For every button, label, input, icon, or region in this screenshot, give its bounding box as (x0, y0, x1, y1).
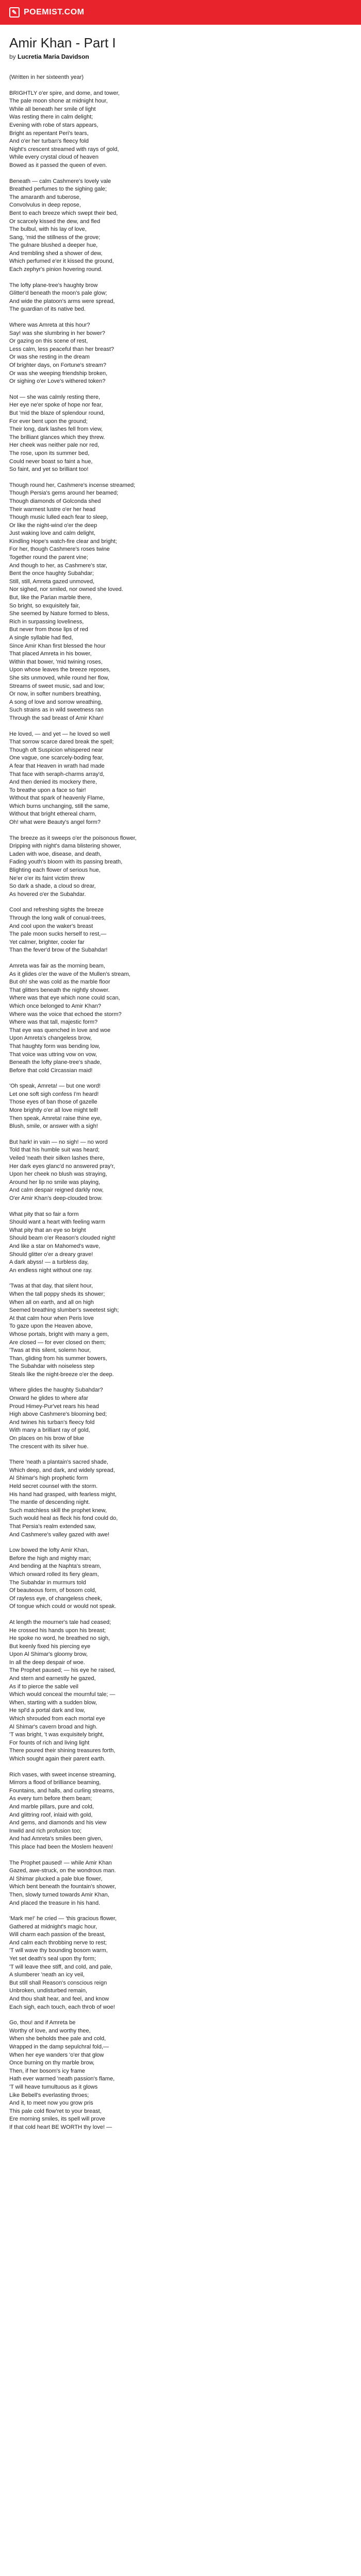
poem-line: As it glides o'er the wave of the Mullen's stream, (9, 971, 130, 977)
poem-line: And twines his turban's fleecy fold (9, 1419, 95, 1426)
poem-line: The crescent with its silver hue. (9, 1443, 89, 1450)
poem-line: Their warmest lustre o'er her head (9, 506, 96, 513)
poem-line: For ever bent upon the ground; (9, 418, 88, 425)
poem-line: Where was the voice that echoed the storm? (9, 1011, 122, 1018)
poem-line: Rich in surpassing loveliness, (9, 618, 84, 625)
poem-line: While every crystal cloud of heaven (9, 154, 99, 161)
poem-line: Bent to each breeze which swept their bed, (9, 210, 118, 216)
poem-line: One vague, one scarcely-boding fear, (9, 755, 104, 761)
poem-line: At that calm hour when Peris love (9, 1315, 94, 1321)
poem-line: Without that bright ethereal charm, (9, 811, 96, 818)
poem-line: Where glides the haughty Subahdar? (9, 1387, 103, 1394)
poem-line: And had Amreta's smiles been given, (9, 1836, 103, 1842)
poem-line: Or was she weeping friendship broken, (9, 370, 108, 377)
poem-line: Just waking love and calm delight, (9, 530, 95, 537)
site-logo[interactable] (9, 7, 85, 18)
poem-line: That eye was quenched in love and woe (9, 1027, 111, 1033)
poem-line: Or scarcely kissed the dew, and fled (9, 218, 101, 225)
poem-line: Glitter'd beneath the moon's pale glow; (9, 290, 107, 297)
poem-line: A song of love and sorrow wreathing, (9, 699, 103, 705)
poem-line: That sorrow scarce dared break the spell; (9, 739, 114, 745)
poem-line: Bowed as it passed the queen of even. (9, 162, 107, 168)
poem-line: A dark abyss! — a turbless day, (9, 1259, 89, 1266)
poem-line: On places on his brow of blue (9, 1435, 84, 1442)
poem-line: Worthy of love, and worthy thee, (9, 2027, 91, 2034)
stanza (9, 1459, 352, 1539)
poem-byline (9, 53, 352, 60)
poem-line: But still shall Reason's conscious reign (9, 1979, 107, 1986)
poem-line: Streams of sweet music, sad and low; (9, 683, 105, 689)
stanza (9, 1082, 352, 1131)
poem-line: When the tall poppy sheds its shower; (9, 1291, 105, 1297)
poem-line: The Subahdar in murmurs told (9, 1579, 86, 1586)
poem-line: But never from those lips of red (9, 626, 88, 633)
poem-line: Where was Amreta at this hour? (9, 322, 90, 329)
poem-line: Wrapped in the damp sepulchral fold,— (9, 2044, 109, 2050)
stanza (9, 1915, 352, 2011)
poem-line: Still, still, Amreta gazed unmoved, (9, 578, 95, 585)
poem-line: Evening with robe of stars appears, (9, 122, 99, 128)
poem-line: Ne'er o'er its faint victim threw (9, 875, 85, 882)
poem-line: That face with seraph-charms array'd, (9, 771, 105, 777)
poem-line: To gaze upon the Heaven above, (9, 1323, 93, 1330)
poem-line: Such would heal as fleck his fond could do, (9, 1515, 118, 1522)
poem-line: Should beam o'er Reason's clouded night! (9, 1235, 116, 1242)
poem-line: Convolvulus in deep repose, (9, 202, 81, 209)
poem-line: Upon Al Shimar's gloomy brow, (9, 1651, 88, 1658)
logo-icon: ✎ (9, 7, 20, 18)
poem-line: In all the deep despair of woe. (9, 1659, 85, 1666)
poem-line: For founts of rich and living light (9, 1739, 90, 1746)
poem-line: Breathed perfumes to the sighing gale; (9, 186, 107, 193)
poem-line: Say! was she slumbring in her bower? (9, 330, 105, 336)
poem-line: And trembling shed a shower of dew, (9, 250, 103, 257)
poem-line: Through the long walk of conual-trees, (9, 915, 106, 921)
poem-line: He loved, — and yet — he loved so well (9, 731, 110, 737)
poem-line: Whose portals, bright with many a gem, (9, 1331, 109, 1337)
poem-line: Though music lulled each fear to sleep, (9, 514, 108, 521)
poem-line: When all on earth, and all on high (9, 1299, 94, 1306)
poem-line: The bulbul, with his lay of love, (9, 226, 87, 233)
poem-line: Upon her cheek no blush was straying, (9, 1171, 107, 1178)
stanza (9, 321, 352, 386)
poem-line: Cool and refreshing sights the breeze (9, 907, 104, 913)
poem-line: Will charm each passion of the breast, (9, 1931, 106, 1938)
poem-line: Should glitter o'er a dreary grave! (9, 1251, 93, 1258)
poem-line: The breeze as it sweeps o'er the poisonous flower, (9, 835, 137, 841)
poem-container (0, 25, 361, 2132)
poem-line: Should want a heart with feeling warm (9, 1219, 105, 1226)
poem-line: Once burning on thy marble brow, (9, 2060, 95, 2066)
poem-line: The Prophet paused! — while Amir Khan (9, 1859, 112, 1866)
poem-line: The rose, upon its summer bed, (9, 450, 90, 456)
poem-line: That placed Amreta in his bower, (9, 651, 92, 657)
poem-body (9, 74, 352, 2132)
poem-line: When her eye wanders 'o'er that glow (9, 2052, 104, 2058)
poem-line: Beneath — calm Cashmere's lovely vale (9, 178, 111, 184)
poem-line: Though diamonds of Golconda shed (9, 498, 101, 504)
poem-line: Yet set death's seal upon thy form; (9, 1956, 96, 1962)
poem-line: This pale cold flow'ret to your breast, (9, 2108, 102, 2114)
poem-line: Which perfumed e'er it kissed the ground, (9, 258, 114, 265)
poem-line: The Prophet paused; — his eye he raised, (9, 1667, 116, 1674)
poem-line: Where was that eye which none could scan, (9, 995, 120, 1002)
poem-line: That Persia's realm extended saw, (9, 1523, 96, 1530)
poem-line: Though Persia's gems around her beamed; (9, 490, 119, 497)
poem-line: So dark a shade, a cloud so drear, (9, 883, 96, 890)
poem-line: Of tongue which could or would not speak. (9, 1603, 117, 1610)
poem-line: And glittring roof, inlaid with gold, (9, 1811, 93, 1818)
poem-line: Like Bebell's everlasting throes; (9, 2092, 89, 2098)
poem-line: She sits unmoved, while round her flow, (9, 674, 109, 681)
poem-line: Not — she was calmly resting there, (9, 394, 101, 400)
poem-line: And bending at the Naphta's stream, (9, 1563, 102, 1570)
poem-line: Around her lip no smile was playing, (9, 1179, 101, 1185)
poem-line: The mantle of descending night. (9, 1499, 90, 1506)
poem-line: Steals like the night-breeze o'er the deep. (9, 1371, 114, 1378)
poem-line: While all beneath her smile of light (9, 106, 96, 112)
poem-line: And calm each throbbing nerve to rest; (9, 1939, 107, 1946)
poem-line: Bright as repentant Peri's tears, (9, 130, 89, 137)
poem-line: As if to pierce the sable veil (9, 1683, 78, 1690)
poem-line: She seemed by Nature formed to bless, (9, 611, 109, 617)
poem-line: Held secret counsel with the storm. (9, 1483, 98, 1489)
poem-line: Al Shimar's cavern broad and high. (9, 1723, 97, 1730)
poem-line: Rich vases, with sweet incense streaming, (9, 1771, 116, 1778)
poem-line: Or was she resting in the dream (9, 354, 90, 361)
stanza (9, 178, 352, 274)
poem-line: Together round the parent vine; (9, 554, 88, 561)
poem-line: And like a star on Mahomed's wave, (9, 1243, 101, 1249)
poem-line: But oh! she was cold as the marble floor (9, 979, 110, 986)
poem-line: 'T will heave tumultuous as it glows (9, 2083, 98, 2090)
poem-line: That glitters beneath the nightly shower. (9, 987, 110, 993)
poem-line: 'Twas at this silent, solemn hour, (9, 1347, 91, 1354)
poem-line: Such strains as in wild sweetness ran (9, 707, 104, 714)
poem-line: As every turn before them beam; (9, 1795, 92, 1802)
stanza (9, 394, 352, 474)
poem-line: Of brighter days, on Fortune's stream? (9, 362, 106, 368)
poem-line: A fear that Heaven in wrath had made (9, 762, 105, 769)
stanza (9, 1211, 352, 1275)
stanza (9, 74, 352, 82)
author-link[interactable]: Lucretia Maria Davidson (18, 53, 89, 60)
poem-line: More brightly o'er all love might tell! (9, 1107, 99, 1114)
poem-line: And it, to meet now you grow pris (9, 2100, 93, 2107)
poem-line: Then, if her bosom's icy frame (9, 2067, 85, 2074)
poem-line: And gems, and diamonds and his view (9, 1820, 107, 1826)
poem-line: And marble pillars, pure and cold, (9, 1803, 94, 1810)
poem-line: Kindling Hope's watch-fire clear and bright; (9, 538, 117, 545)
poem-line: With many a brilliant ray of gold, (9, 1427, 90, 1434)
poem-line: But 'mid the blaze of splendour round, (9, 410, 105, 416)
poem-line: When, starting with a sudden blow, (9, 1699, 97, 1706)
stanza (9, 731, 352, 827)
poem-line: Which shrouded from each mortal eye (9, 1716, 105, 1722)
stanza (9, 1859, 352, 1908)
poem-line: Upon whose leaves the breeze reposes, (9, 667, 111, 673)
poem-line: Which bent beneath the fountain's shower, (9, 1884, 116, 1890)
poem-line: And placed the treasure in his hand. (9, 1900, 101, 1906)
poem-line: Hath ever warmed 'neath passion's flame, (9, 2076, 115, 2082)
poem-line: Al Shimar plucked a pale blue flower, (9, 1875, 103, 1882)
poem-line: If that cold heart BE WORTH thy love! — (9, 2124, 112, 2130)
poem-line: So faint, and yet so brilliant too! (9, 466, 89, 473)
stanza (9, 2019, 352, 2131)
poem-line: The gulnare blushed a deeper hue, (9, 242, 98, 249)
stanza (9, 282, 352, 314)
poem-line: Her eye ne'er spoke of hope nor fear, (9, 402, 103, 409)
poem-line: Gazed, awe-struck, on the wondrous man. (9, 1868, 116, 1874)
poem-line: Though oft Suspicion whispered near (9, 747, 103, 753)
poem-line: For her, though Cashmere's roses twine (9, 546, 110, 553)
poem-line: Night's crescent streamed with rays of gold, (9, 146, 119, 152)
poem-line: Which sought again their parent earth. (9, 1756, 106, 1762)
poem-line: 'Mark me!' he cried — 'this gracious flower, (9, 1916, 117, 1922)
poem-line: Let one soft sigh confess I'm heard! (9, 1091, 99, 1097)
poem-line: Al Shimar's high prophetic form (9, 1475, 88, 1482)
poem-line: Or now, in softer numbers breathing, (9, 691, 101, 698)
poem-line: The brilliant glances which they threw. (9, 434, 105, 440)
poem-line: Seemed breathing slumber's sweetest sigh; (9, 1307, 119, 1314)
poem-line: Blush, smile, or answer with a sigh! (9, 1123, 98, 1130)
poem-line: The pale moon shone at midnight hour, (9, 98, 108, 105)
poem-line: And o'er her turban's fleecy fold (9, 138, 89, 145)
poem-line: So bright, so exquisitely fair, (9, 602, 80, 609)
poem-line: Each zephyr's pinion hovering round. (9, 266, 103, 273)
poem-line: He spoke no word, he breathed no sigh, (9, 1635, 110, 1642)
poem-line: Or gazing on this scene of rest, (9, 338, 88, 345)
poem-line: That voice was uttring vow on vow, (9, 1051, 97, 1058)
poem-line: Veiled 'neath their silken lashes there, (9, 1155, 105, 1162)
poem-line: The amaranth and tuberose, (9, 194, 81, 200)
stanza (9, 906, 352, 955)
poem-line: Through the sad breast of Amir Khan! (9, 715, 104, 721)
poem-line: Of beauteous form, of bosom cold, (9, 1587, 96, 1594)
stanza (9, 1139, 352, 1203)
poem-line: At length the mourner's tale had ceased; (9, 1619, 111, 1625)
poem-line: Her dark eyes glanc'd no answered pray'r, (9, 1163, 115, 1170)
poem-line: Or like the night-wind o'er the deep (9, 522, 97, 529)
poem-line: Amreta was fair as the morning beam, (9, 962, 105, 969)
poem-line: Of rayless eye, of changeless cheek, (9, 1595, 102, 1602)
poem-line: Low bowed the lofty Amir Khan, (9, 1547, 89, 1554)
poem-line: Mirrors a flood of brilliance beaming, (9, 1780, 101, 1786)
poem-line: An endless night without one ray. (9, 1267, 93, 1274)
poem-line: Was resting there in calm delight; (9, 114, 93, 121)
poem-line: Each sigh, each touch, each throb of woe! (9, 2004, 115, 2010)
poem-line: Laden with woe, disease, and death, (9, 851, 102, 857)
poem-line: Than, gliding from his summer bowers, (9, 1355, 107, 1362)
poem-line: 'Twas at that day, that silent hour, (9, 1283, 93, 1290)
poem-line: He crossed his hands upon his breast; (9, 1627, 106, 1634)
poem-line: Upon Amreta's changeless brow, (9, 1035, 92, 1042)
poem-line: Proud Himey-Pur'vet rears his head (9, 1403, 99, 1410)
poem-line: To breathe upon a face so fair! (9, 787, 86, 793)
poem-line: Than the fever'd brow of the Subahdar! (9, 947, 108, 954)
poem-line: Before the high and mighty man; (9, 1555, 91, 1562)
stanza (9, 1619, 352, 1764)
poem-line: Yet calmer, brighter, cooler far (9, 939, 85, 945)
poem-line: Ere morning smiles, its spell will prove (9, 2116, 105, 2123)
stanza (9, 1547, 352, 1611)
poem-line: Those eyes of ban those of gazelle (9, 1099, 97, 1106)
poem-line: The pale moon sucks herself to rest,— (9, 931, 107, 938)
poem-line: And then denied its mockery there, (9, 779, 97, 786)
poem-line: Nor sighed, nor smiled, nor owned she loved. (9, 586, 123, 593)
poem-line: What pity that so fair a form (9, 1211, 79, 1217)
poem-line: This place had been the Moslem heaven! (9, 1843, 113, 1850)
stanza (9, 1282, 352, 1379)
poem-line: But keenly fixed his piercing eye (9, 1643, 91, 1650)
poem-line: And Cashmere's valley gazed with awe! (9, 1531, 110, 1538)
poem-line: Within that bower, 'mid twining roses, (9, 658, 103, 665)
poem-line: Though round her, Cashmere's incense streamed; (9, 482, 136, 488)
poem-line: A slumberer 'neath an icy veil, (9, 1972, 85, 1978)
poem-line: Told that his humble suit was heard; (9, 1147, 100, 1154)
poem-line: Which would conceal the mournful tale; — (9, 1691, 116, 1698)
poem-line: (Written in her sixteenth year) (9, 74, 84, 80)
poem-line: 'T will leave thee stiff, and cold, and pale, (9, 1963, 112, 1970)
poem-line: And though to her, as Cashmere's star, (9, 562, 107, 569)
poem-line: And thou shalt hear, and feel, and know (9, 1996, 109, 2003)
poem-line: That haughty form was bending low, (9, 1043, 101, 1049)
by-label: by (9, 53, 16, 60)
poem-line: When she beholds thee pale and cold, (9, 2036, 106, 2042)
poem-line: Such matchless skill the prophet knew, (9, 1507, 107, 1514)
poem-line: There 'neath a plantain's sacred shade, (9, 1459, 108, 1466)
poem-line: Unbroken, undisturbed remain, (9, 1988, 88, 1994)
poem-line: High above Cashmere's blooming bed; (9, 1411, 107, 1418)
poem-line: A single syllable had fled, (9, 635, 73, 641)
stanza (9, 482, 352, 723)
poem-line: Which burns unchanging, still the same, (9, 803, 110, 809)
poem-line: Inwild and rich profusion too; (9, 1827, 82, 1834)
poem-line: But hark! in vain — no sigh! — no word (9, 1139, 108, 1145)
stanza (9, 1771, 352, 1852)
poem-line: Where was that tall, majestic form? (9, 1019, 98, 1026)
site-header (0, 0, 361, 25)
poem-line: Without that spark of heavenly Flame, (9, 795, 105, 802)
poem-line: There poured their shining treasures forth, (9, 1748, 116, 1754)
poem-line: Their long, dark lashes fell from view, (9, 426, 103, 433)
poem-line: Which once belonged to Amir Khan? (9, 1003, 101, 1009)
poem-line: Blighting each flower of serious hue, (9, 867, 101, 874)
poem-line: Bent the once haughty Subahdar; (9, 570, 94, 577)
poem-line: And stern and earnestly he gazed, (9, 1675, 96, 1682)
poem-line: Then speak, Amreta! raise thine eye, (9, 1115, 102, 1122)
poem-line: And wide the platoon's arms were spread, (9, 298, 115, 304)
poem-line: His hand had grasped, with fearless might, (9, 1491, 117, 1498)
logo-text: POEMIST.COM (24, 8, 85, 16)
poem-line: Oh! what were Beauty's angel form? (9, 819, 101, 826)
stanza (9, 1386, 352, 1451)
poem-line: 'T will wave thy bounding bosom warm, (9, 1947, 108, 1954)
poem-line: As hovered o'er the Subahdar. (9, 891, 86, 897)
poem-line: 'Oh speak, Amreta! — but one word! (9, 1083, 101, 1090)
poem-line: Gathered at midnight's magic hour, (9, 1923, 97, 1930)
poem-line: The lofty plane-tree's haughty brow (9, 282, 98, 289)
poem-line: Since Amir Khan first blessed the hour (9, 642, 106, 649)
poem-line: He spl'd a portal dark and low, (9, 1707, 86, 1714)
poem-line: Less calm, less peaceful than her breast? (9, 346, 114, 352)
poem-line: Then, slowly turned towards Amir Khan, (9, 1891, 109, 1898)
poem-line: 'T was bright, 't was exquisitely bright, (9, 1732, 104, 1738)
poem-line: Which onward rolled its fiery gleam, (9, 1571, 99, 1578)
poem-line: O'er Amir Khan's deep-clouded brow. (9, 1195, 103, 1201)
poem-line: Sang, 'mid the stillness of the grove; (9, 234, 101, 241)
poem-line: And calm despair reigned darkly now, (9, 1187, 104, 1194)
poem-line: Her cheek was neither pale nor red, (9, 442, 100, 449)
stanza (9, 90, 352, 170)
poem-line: Onward he glides to where afar (9, 1395, 88, 1402)
poem-line: The Subahdar with noiseless step (9, 1363, 95, 1370)
poem-line: Dripping with night's dama blistering shower, (9, 843, 121, 850)
poem-line: Fountains, and halls, and curling streams, (9, 1787, 114, 1794)
poem-line: Or sighing o'er Love's withered token? (9, 378, 106, 385)
poem-line: What pity that an eye so bright (9, 1227, 86, 1233)
poem-line: BRIGHTLY o'er spire, and dome, and tower, (9, 90, 120, 96)
poem-line: Are closed — for ever closed on them; (9, 1339, 106, 1346)
poem-line: And cool upon the waker's breast (9, 923, 93, 929)
poem-line: Fading youth's bloom with its passing breath, (9, 859, 123, 866)
poem-line: But, like the Parian marble there, (9, 595, 92, 601)
poem-line: Before that cold Circassian maid! (9, 1067, 93, 1074)
poem-line: Could never boast so faint a hue, (9, 458, 93, 465)
stanza (9, 835, 352, 899)
stanza (9, 962, 352, 1075)
poem-title: Amir Khan - Part I (9, 35, 116, 50)
poem-line: Beneath the lofty plane-tree's shade, (9, 1059, 102, 1066)
poem-line: The guardian of its native bed. (9, 306, 86, 313)
poem-line: Go, thou! and if Amreta be (9, 2020, 76, 2026)
poem-line: Which deep, and dark, and widely spread, (9, 1467, 115, 1473)
